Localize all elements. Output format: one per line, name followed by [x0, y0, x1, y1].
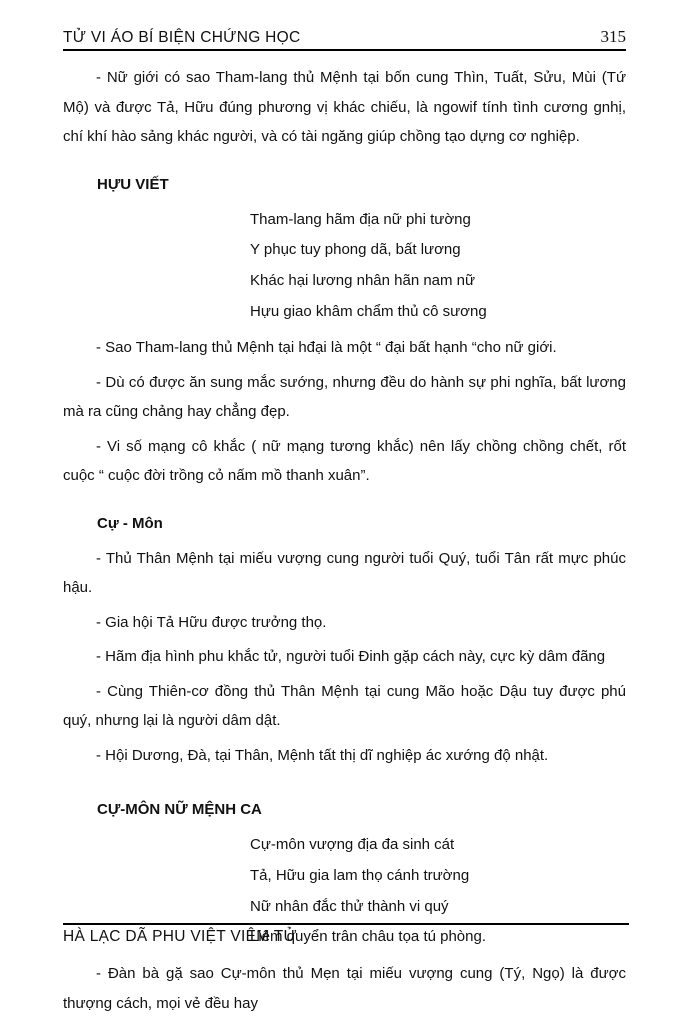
paragraph: - Thủ Thân Mệnh tại miếu vượng cung người tuổi Quý, tuổi Tân rất mực phúc hậu.	[63, 549, 626, 597]
paragraph: - Gia hội Tả Hữu được trưởng thọ.	[96, 613, 327, 631]
verse-line: Cự-môn vượng địa đa sinh cát	[250, 836, 455, 854]
running-title: TỬ VI ÁO BÍ BIỆN CHỨNG HỌC	[63, 29, 301, 46]
verse-block	[250, 205, 626, 328]
verse-line: Tả, Hữu gia lam thọ cánh trường	[250, 867, 470, 885]
verse-line: Khác hại lương nhân hãn nam nữ	[250, 271, 476, 289]
page-header	[63, 0, 626, 51]
verse-line: Liêm quyển trân châu tọa tú phòng.	[250, 928, 487, 946]
paragraph: - Nữ giới có sao Tham-lang thủ Mệnh tại bốn cung Thìn, Tuất, Sửu, Mùi (Tứ Mộ) và được Tả, Hữu đúng phương vị khác chiếu, là ngowif tính tình cương gnhị, chí khí hào sảng khác người, và có tài ngăng giúp chồng tạo dựng cơ nghiệp.	[63, 69, 626, 145]
paragraph: - Vi số mạng cô khắc ( nữ mạng tương khắc) nên lấy chồng chồng chết, rốt cuộc “ cuộc đời trồng cỏ nấm mồ thanh xuân”.	[63, 437, 626, 485]
verse-line: Hựu giao khâm chẩm thủ cô sương	[250, 302, 487, 320]
section-heading-cu-mon-nu-menh-ca: CỰ-MÔN NỮ MỆNH CA	[97, 801, 262, 819]
page-number: 315	[600, 27, 626, 46]
footer-author: HÀ LẠC DÃ PHU VIỆT VIÊM TỬ	[63, 928, 298, 945]
page-content	[63, 49, 626, 1023]
paragraph: - Cùng Thiên-cơ đồng thủ Thân Mệnh tại cung Mão hoặc Dậu tuy được phú quý, nhưng lại là người dâm dật.	[63, 682, 626, 730]
paragraph: - Hãm địa hình phu khắc tử, người tuổi Đinh gặp cách này, cực kỳ dâm đãng	[96, 648, 606, 666]
section-heading-cu-mon: Cự - Môn	[97, 514, 163, 532]
paragraph: - Sao Tham-lang thủ Mệnh tại hđại là một “ đại bất hạnh “cho nữ giới.	[96, 339, 557, 357]
verse-line: Nữ nhân đắc thử thành vi quý	[250, 897, 449, 915]
verse-line: Y phục tuy phong dã, bất lương	[250, 241, 461, 259]
verse-line: Tham-lang hãm địa nữ phi tường	[250, 210, 471, 228]
paragraph: - Dù có được ăn sung mắc sướng, nhưng đều do hành sự phi nghĩa, bất lương mà ra cũng chảng hay chẳng đẹp.	[63, 373, 626, 421]
page-footer	[63, 923, 629, 946]
section-heading-huu-viet: HỰU VIẾT	[97, 175, 169, 193]
paragraph: - Hội Dương, Đà, tại Thân, Mệnh tất thị dĩ nghiệp ác xướng độ nhật.	[96, 746, 549, 764]
paragraph: - Đàn bà gặ sao Cự-môn thủ Mẹn tại miếu vượng cung (Tý, Ngọ) là được thượng cách, mọi vẻ đều hay	[63, 965, 626, 1012]
